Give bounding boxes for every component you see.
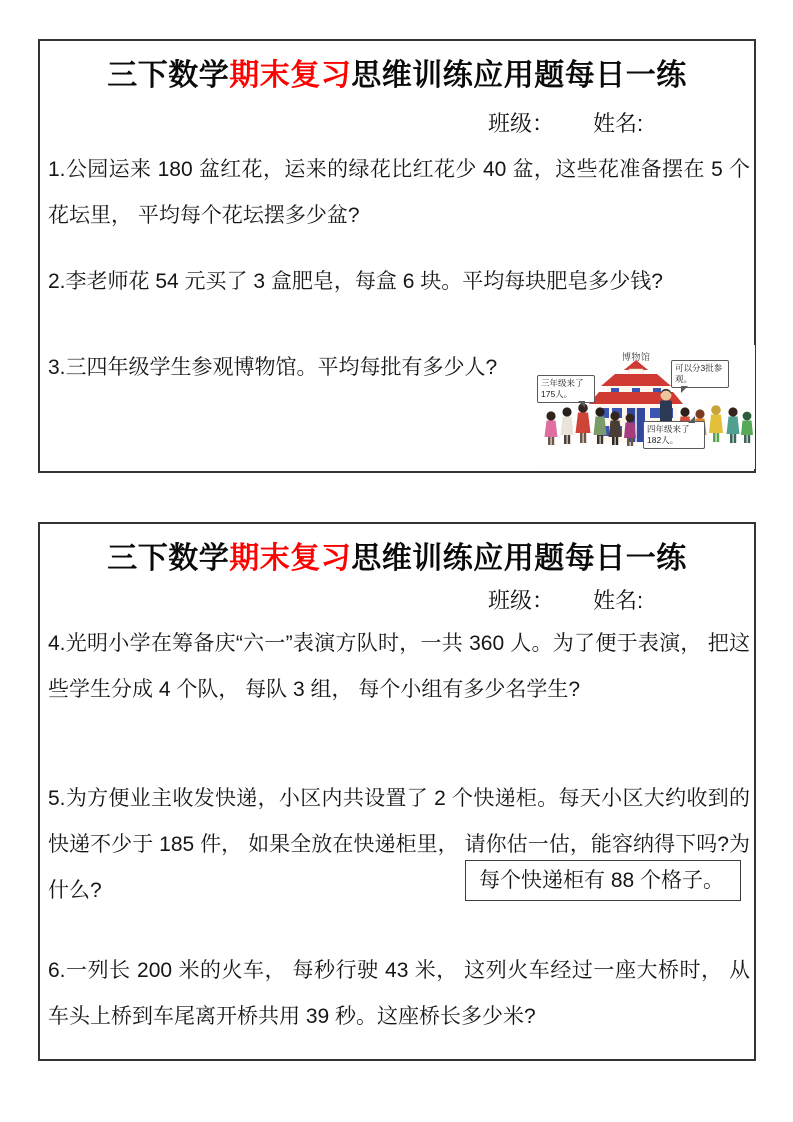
problem-2-text: 2.李老师花 54 元买了 3 盒肥皂，每盒 6 块。平均每块肥皂多少钱?: [48, 270, 663, 293]
speech-bubble-batches: 可以分3批参观。: [671, 360, 729, 388]
title-prefix: 三下数学: [107, 542, 230, 575]
problem-4-text: 4.光明小学在筹备庆“六一”表演方队时，一共 360 人。为了便于表演， 把这些学生分成 4 个队， 每队 3 组， 每个小组有多少名学生?: [48, 632, 750, 701]
problem-1-text: 1.公园运来 180 盆红花，运来的绿花比红花少 40 盆，这些花准备摆在 5 个花坛里， 平均每个花坛摆多少盆?: [48, 158, 750, 227]
title-suffix: 思维训练应用题每日一练: [351, 59, 687, 92]
museum-illustration: [537, 345, 755, 469]
panel-title: [40, 50, 754, 94]
name-label: 姓名:: [593, 588, 644, 613]
class-name-line: [40, 584, 754, 614]
class-name-line: [40, 107, 754, 137]
problem-5-text: 5.为方便业主收发快递，小区内共设置了 2 个快递柜。每天小区大约收到的快递不少于 185 件， 如果全放在快递柜里， 请你估一估，能容纳得下吗?为什么?: [48, 787, 750, 902]
class-label: 班级：: [488, 588, 555, 613]
locker-note-box: 每个快递柜有 88 个格子。: [465, 860, 741, 901]
museum-building-label: 博物馆: [622, 352, 651, 362]
title-prefix: 三下数学: [107, 59, 230, 92]
title-highlight: 期末复习: [229, 542, 352, 575]
problem-6-text: 6.一列长 200 米的火车， 每秒行驶 43 米， 这列火车经过一座大桥时， 从车头上桥到车尾离开桥共用 39 秒。这座桥长多少米?: [48, 959, 750, 1028]
title-suffix: 思维训练应用题每日一练: [351, 542, 687, 575]
worksheet-panel-2: [38, 522, 756, 1061]
worksheet-panel-1: [38, 39, 756, 473]
title-highlight: 期末复习: [229, 59, 352, 92]
speech-bubble-grade3: 三年级来了175人。: [537, 375, 595, 403]
class-label: 班级：: [488, 111, 555, 136]
panel-title: [40, 533, 754, 577]
speech-bubble-grade4: 四年级来了182人。: [643, 421, 705, 449]
problem-3-text: 3.三四年级学生参观博物馆。平均每批有多少人?: [48, 356, 498, 379]
name-label: 姓名:: [593, 111, 644, 136]
